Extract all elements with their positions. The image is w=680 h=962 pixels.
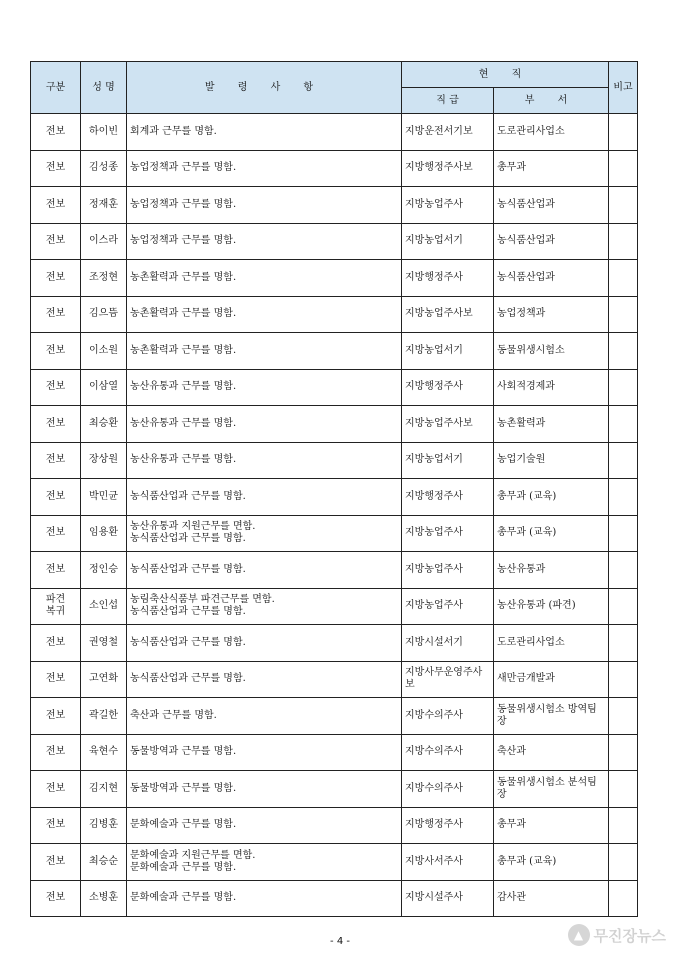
cell-category: 전보 (31, 698, 81, 735)
cell-rank: 지방수의주사 (402, 771, 494, 808)
cell-name: 김으뜸 (81, 296, 127, 333)
cell-note (609, 771, 638, 808)
cell-name: 이스라 (81, 223, 127, 260)
order-line: 농업정책과 근무를 명함. (130, 198, 237, 210)
page-number: - 4 - (330, 936, 350, 947)
cell-dept: 동물위생시험소 (494, 333, 609, 370)
cell-order (127, 698, 402, 735)
cell-note (609, 442, 638, 479)
cell-category: 전보 (31, 114, 81, 151)
cell-order (127, 771, 402, 808)
cell-order (127, 552, 402, 589)
cell-note (609, 260, 638, 297)
cell-rank: 지방운전서기보 (402, 114, 494, 151)
cell-rank: 지방행정주사보 (402, 150, 494, 187)
cell-rank: 지방사서주사 (402, 844, 494, 881)
order-line: 농산유통과 근무를 명함. (130, 454, 237, 466)
cell-rank: 지방시설서기 (402, 625, 494, 662)
order-line: 문화예술과 근무를 명함. (130, 819, 237, 831)
watermark (568, 924, 666, 946)
order-line: 동물방역과 근무를 명함. (130, 746, 237, 758)
cell-name: 장상원 (81, 442, 127, 479)
cell-note (609, 333, 638, 370)
cell-order (127, 625, 402, 662)
header-category: 구분 (31, 62, 81, 114)
cell-name: 김병훈 (81, 807, 127, 844)
cell-dept: 농업기술원 (494, 442, 609, 479)
cell-note (609, 844, 638, 881)
cell-order (127, 661, 402, 698)
cell-category: 전보 (31, 625, 81, 662)
table-row (31, 223, 638, 260)
cell-note (609, 187, 638, 224)
cell-dept: 농식품산업과 (494, 260, 609, 297)
order-line: 농산유통과 근무를 명함. (130, 417, 237, 429)
cell-name: 고연화 (81, 661, 127, 698)
cell-dept: 동물위생시험소 방역팀장 (494, 698, 609, 735)
cell-dept: 동물위생시험소 분석팀장 (494, 771, 609, 808)
cell-order (127, 369, 402, 406)
cell-dept: 농식품산업과 (494, 187, 609, 224)
cell-name: 김지현 (81, 771, 127, 808)
table-row (31, 406, 638, 443)
cell-rank: 지방행정주사 (402, 807, 494, 844)
order-line: 농식품산업과 근무를 명함. (130, 563, 246, 575)
cell-dept: 축산과 (494, 734, 609, 771)
order-line: 농산유통과 근무를 명함. (130, 381, 237, 393)
cell-category: 전보 (31, 771, 81, 808)
cell-rank: 지방수의주사 (402, 734, 494, 771)
cell-dept: 총무과 (494, 807, 609, 844)
table-row (31, 369, 638, 406)
cell-order (127, 150, 402, 187)
watermark-text: 무진장뉴스 (593, 926, 666, 945)
cell-note (609, 588, 638, 625)
order-line: 농식품산업과 근무를 명함. (130, 533, 246, 545)
cell-category: 전보 (31, 150, 81, 187)
table-row (31, 296, 638, 333)
cell-rank: 지방농업주사보 (402, 406, 494, 443)
cell-order (127, 442, 402, 479)
table-row (31, 734, 638, 771)
order-line: 농식품산업과 근무를 명함. (130, 673, 246, 685)
cell-category: 전보 (31, 734, 81, 771)
cell-name: 이삼열 (81, 369, 127, 406)
order-line: 농촌활력과 근무를 명함. (130, 271, 237, 283)
cell-order (127, 296, 402, 333)
cell-name: 하이빈 (81, 114, 127, 151)
cell-order (127, 187, 402, 224)
cell-name: 김성종 (81, 150, 127, 187)
cell-rank: 지방농업주사 (402, 515, 494, 552)
table-row (31, 187, 638, 224)
cell-rank: 지방시설주사 (402, 880, 494, 917)
table-row (31, 515, 638, 552)
cell-category: 전보 (31, 223, 81, 260)
personnel-table (30, 61, 638, 917)
cell-category: 전보 (31, 369, 81, 406)
header-order: 발 령 사 항 (127, 62, 402, 114)
cell-rank: 지방농업주사 (402, 588, 494, 625)
cell-category: 전보 (31, 661, 81, 698)
order-line: 회계과 근무를 명함. (130, 125, 217, 137)
cell-dept: 새만금개발과 (494, 661, 609, 698)
order-line: 농촌활력과 근무를 명함. (130, 344, 237, 356)
header-rank: 직 급 (402, 88, 494, 114)
cell-name: 정인승 (81, 552, 127, 589)
cell-dept: 총무과 (교육) (494, 479, 609, 516)
order-line: 농림축산식품부 파견근무를 면함. (130, 594, 275, 606)
cell-name: 임용환 (81, 515, 127, 552)
cell-order (127, 479, 402, 516)
table-row (31, 333, 638, 370)
cell-order (127, 260, 402, 297)
cell-name: 곽길한 (81, 698, 127, 735)
cell-rank: 지방사무운영주사보 (402, 661, 494, 698)
cell-rank: 지방행정주사 (402, 479, 494, 516)
order-line: 농식품산업과 근무를 명함. (130, 636, 246, 648)
cell-name: 박민균 (81, 479, 127, 516)
cell-note (609, 552, 638, 589)
cell-note (609, 807, 638, 844)
cell-rank: 지방농업주사 (402, 187, 494, 224)
cell-order (127, 844, 402, 881)
cell-note (609, 880, 638, 917)
header-dept: 부 서 (494, 88, 609, 114)
cell-dept: 사회적경제과 (494, 369, 609, 406)
cell-category: 전보 (31, 187, 81, 224)
order-line: 농식품산업과 근무를 명함. (130, 490, 246, 502)
cell-rank: 지방수의주사 (402, 698, 494, 735)
cell-rank: 지방농업주사보 (402, 296, 494, 333)
cell-name: 소인섭 (81, 588, 127, 625)
cell-category: 전보 (31, 844, 81, 881)
cell-name: 최승환 (81, 406, 127, 443)
cell-order (127, 588, 402, 625)
cell-order (127, 880, 402, 917)
cell-rank: 지방행정주사 (402, 369, 494, 406)
table-row (31, 552, 638, 589)
cell-rank: 지방농업주사 (402, 552, 494, 589)
cell-note (609, 296, 638, 333)
cell-note (609, 114, 638, 151)
table-body (31, 114, 638, 917)
table-row (31, 698, 638, 735)
table-row (31, 588, 638, 625)
order-line: 문화예술과 근무를 명함. (130, 892, 237, 904)
table-row (31, 844, 638, 881)
header-name: 성 명 (81, 62, 127, 114)
cell-note (609, 406, 638, 443)
cell-dept: 감사관 (494, 880, 609, 917)
cell-dept: 농업정책과 (494, 296, 609, 333)
cell-category: 전보 (31, 442, 81, 479)
cell-name: 정재훈 (81, 187, 127, 224)
cell-order (127, 114, 402, 151)
header-note: 비고 (609, 62, 638, 114)
cell-category: 전보 (31, 880, 81, 917)
table-row (31, 625, 638, 662)
cell-category: 전보 (31, 552, 81, 589)
cell-note (609, 479, 638, 516)
table-row (31, 150, 638, 187)
cell-order (127, 807, 402, 844)
cell-category: 전보 (31, 296, 81, 333)
cell-name: 이소원 (81, 333, 127, 370)
cell-dept: 농촌활력과 (494, 406, 609, 443)
cell-order (127, 734, 402, 771)
cell-note (609, 734, 638, 771)
cell-rank: 지방농업서기 (402, 223, 494, 260)
cell-order (127, 333, 402, 370)
cell-dept: 농산유통과 (494, 552, 609, 589)
cell-note (609, 369, 638, 406)
cell-category: 전보 (31, 479, 81, 516)
cell-note (609, 625, 638, 662)
cell-name: 최승순 (81, 844, 127, 881)
cell-category: 파견 복귀 (31, 588, 81, 625)
cell-dept: 도로관리사업소 (494, 625, 609, 662)
order-line: 농식품산업과 근무를 명함. (130, 606, 246, 618)
cell-category: 전보 (31, 515, 81, 552)
cell-note (609, 150, 638, 187)
table-row (31, 771, 638, 808)
order-line: 문화예술과 지원근무를 면함. (130, 849, 256, 861)
order-line: 농업정책과 근무를 명함. (130, 162, 237, 174)
table-row (31, 260, 638, 297)
cell-rank: 지방농업서기 (402, 333, 494, 370)
cell-dept: 총무과 (교육) (494, 515, 609, 552)
cell-name: 소병훈 (81, 880, 127, 917)
order-line: 동물방역과 근무를 명함. (130, 782, 237, 794)
cell-note (609, 698, 638, 735)
cell-category: 전보 (31, 260, 81, 297)
order-line: 농산유통과 지원근무를 면함. (130, 521, 256, 533)
table-row (31, 479, 638, 516)
cell-dept: 도로관리사업소 (494, 114, 609, 151)
cell-rank: 지방농업서기 (402, 442, 494, 479)
cell-order (127, 223, 402, 260)
table-row (31, 880, 638, 917)
table-row (31, 442, 638, 479)
order-line: 축산과 근무를 명함. (130, 709, 217, 721)
cell-name: 권영철 (81, 625, 127, 662)
cell-note (609, 515, 638, 552)
cell-dept: 총무과 (교육) (494, 844, 609, 881)
cell-dept: 농식품산업과 (494, 223, 609, 260)
cell-order (127, 406, 402, 443)
cell-dept: 농산유통과 (파견) (494, 588, 609, 625)
cell-category: 전보 (31, 807, 81, 844)
cell-dept: 총무과 (494, 150, 609, 187)
cell-name: 육현수 (81, 734, 127, 771)
order-line: 농업정책과 근무를 명함. (130, 235, 237, 247)
order-line: 농촌활력과 근무를 명함. (130, 308, 237, 320)
order-line: 문화예술과 근무를 명함. (130, 861, 237, 873)
table-row (31, 114, 638, 151)
logo-icon: ▲ (568, 924, 590, 946)
cell-rank: 지방행정주사 (402, 260, 494, 297)
cell-category: 전보 (31, 406, 81, 443)
table-row (31, 807, 638, 844)
cell-note (609, 223, 638, 260)
header-current: 현 직 (402, 62, 609, 88)
cell-order (127, 515, 402, 552)
table-row (31, 661, 638, 698)
cell-category: 전보 (31, 333, 81, 370)
cell-note (609, 661, 638, 698)
cell-name: 조정현 (81, 260, 127, 297)
